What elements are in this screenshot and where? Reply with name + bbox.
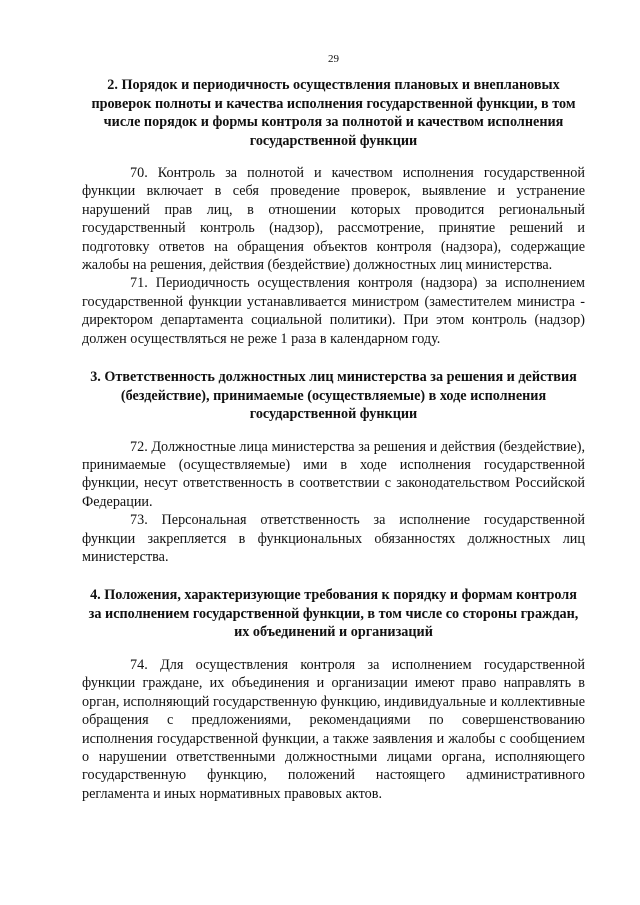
section-heading: 3. Ответственность должностных лиц министерства за решения и действия (бездействие), принимаемые (осуществляемые) в ходе исполнения государственной функции <box>90 369 577 423</box>
paragraph-72: 72. Должностные лица министерства за решения и действия (бездействие), принимаемые (осуществляемые) ими в ходе исполнения государственной функции, несут ответственность в соответствии с законодательством Российской Федерации. <box>82 438 585 510</box>
paragraph-73: 73. Персональная ответственность за исполнение государственной функции закрепляется в функциональных обязанностях должностных лиц министерства. <box>82 512 585 565</box>
spacer <box>82 424 585 438</box>
section-4 <box>82 586 585 803</box>
spacer <box>82 642 585 656</box>
section-3 <box>82 368 585 566</box>
paragraph-74: 74. Для осуществления контроля за исполнением государственной функции граждане, их объединения и организации имеют право направлять в орган, исполняющий государственную функцию, индивидуальные и коллективные обращения с предложениями, рекомендациями по совершенствованию исполнения государственной функции, а также заявления и жалобы с сообщением о нарушении ответственными должностными лицами органа, исполняющего государственную функцию, положений настоящего административного регламента и иных нормативных правовых актов. <box>82 656 585 802</box>
section-heading: 2. Порядок и периодичность осуществления плановых и внеплановых проверок полноты и качества исполнения государственной функции, в том числе порядок и формы контроля за полнотой и качеством исполнения государственной функции <box>91 77 576 149</box>
spacer <box>82 348 585 368</box>
spacer <box>82 566 585 586</box>
section-2 <box>82 76 585 348</box>
document-page <box>82 52 585 803</box>
section-heading: 4. Положения, характеризующие требования к порядку и формам контроля за исполнением государственной функции, в том числе со стороны граждан, их объединений и организаций <box>88 587 579 641</box>
spacer <box>82 150 585 164</box>
paragraph-71: 71. Периодичность осуществления контроля (надзора) за исполнением государственной функции устанавливается министром (заместителем министра - директором департамента социальной политики). При этом контроль (надзор) должен осуществляться не реже 1 раза в календарном году. <box>82 275 585 347</box>
paragraph-70: 70. Контроль за полнотой и качеством исполнения государственной функции включает в себя проведение проверок, выявление и устранение нарушений прав лиц, в отношении которых проводится региональный государственный контроль (надзор), рассмотрение, принятие решений и подготовку ответов на обращения объектов контроля (надзора), содержащие жалобы на решения, действия (бездействие) должностных лиц министерства. <box>82 165 585 274</box>
page-number: 29 <box>328 53 339 65</box>
